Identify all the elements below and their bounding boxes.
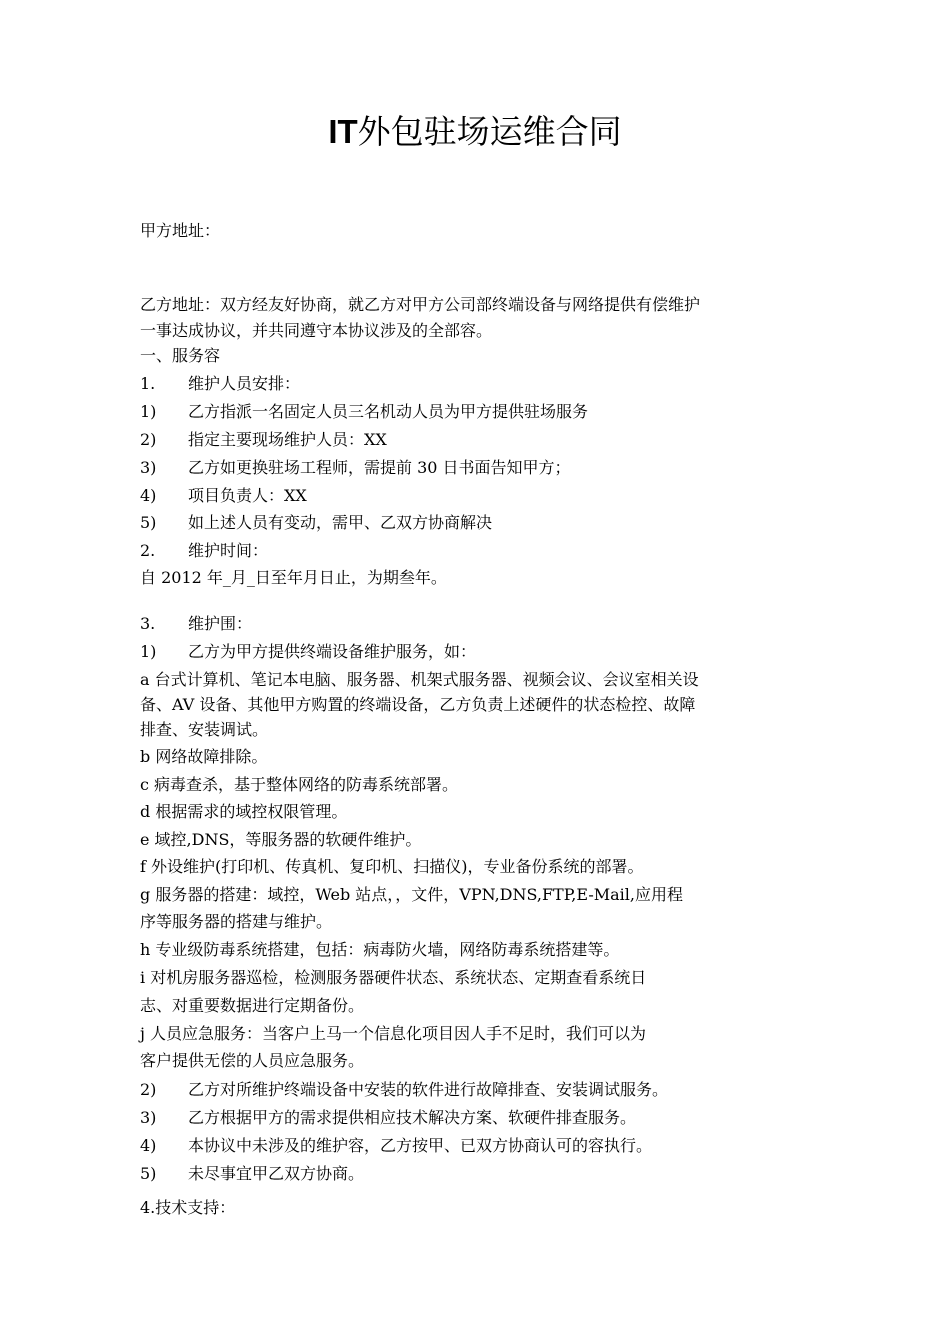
section-4-heading: 4.技术支持： (140, 1198, 236, 1217)
list-text: 未尽事宜甲乙双方协商。 (188, 1164, 365, 1183)
list-text: 维护围： (188, 614, 253, 633)
list-text: 指定主要现场维护人员：XX (188, 430, 387, 449)
scope-item-g-line-1: g 服务器的搭建：域控，Web 站点，，文件，VPN,DNS,FTP,E-Mail,应用程 (140, 885, 683, 904)
party-a-address: 甲方地址： (140, 221, 221, 240)
numbered-heading-1 (140, 373, 300, 395)
scope-item-b: b 网络故障排除。 (140, 747, 268, 766)
list-number: 3. (140, 614, 156, 633)
list-item (140, 512, 492, 534)
list-item (140, 457, 571, 479)
list-text: 维护时间： (188, 541, 269, 560)
scope-item-g-line-2: 序等服务器的搭建与维护。 (140, 912, 333, 931)
list-number: 5) (140, 1164, 157, 1183)
list-item (140, 1079, 668, 1101)
scope-item-h: h 专业级防毒系统搭建，包括：病毒防火墙，网络防毒系统搭建等。 (140, 940, 620, 959)
scope-item-a-line-3: 排查、安装调试。 (140, 720, 269, 739)
scope-item-j-line-1: j 人员应急服务：当客户上马一个信息化项目因人手不足时，我们可以为 (140, 1024, 647, 1043)
scope-item-d: d 根据需求的域控权限管理。 (140, 802, 348, 821)
list-text: 项目负责人：XX (188, 486, 307, 505)
list-item (140, 1135, 652, 1157)
scope-item-j-line-2: 客户提供无偿的人员应急服务。 (140, 1051, 365, 1070)
list-number: 4) (140, 1136, 157, 1155)
list-item (140, 401, 588, 423)
list-text: 乙方如更换驻场工程师，需提前 30 日书面告知甲方； (188, 458, 571, 477)
list-number: 1. (140, 374, 156, 393)
numbered-heading-2 (140, 540, 268, 562)
scope-item-i-line-2: 志、对重要数据进行定期备份。 (140, 996, 365, 1015)
scope-item-a-line-1: a 台式计算机、笔记本电脑、服务器、机架式服务器、视频会议、会议室相关设 (140, 670, 699, 689)
list-item (140, 641, 476, 663)
list-text: 本协议中未涉及的维护容，乙方按甲、已双方协商认可的容执行。 (188, 1136, 653, 1155)
list-text: 维护人员安排： (188, 374, 301, 393)
list-item (140, 1163, 364, 1185)
list-item (140, 485, 307, 507)
list-item (140, 1107, 636, 1129)
section-1-heading: 一、服务容 (140, 346, 221, 365)
list-number: 2) (140, 430, 157, 449)
scope-item-f: f 外设维护(打印机、传真机、复印机、扫描仪)，专业备份系统的部署。 (140, 857, 644, 876)
list-number: 5) (140, 513, 157, 532)
list-text: 乙方对所维护终端设备中安装的软件进行故障排查、安装调试服务。 (188, 1080, 669, 1099)
list-number: 2. (140, 541, 156, 560)
title-latin: IT (328, 113, 358, 150)
scope-item-a-line-2: 备、AV 设备、其他甲方购置的终端设备，乙方负责上述硬件的状态检控、故障 (140, 695, 696, 714)
list-number: 1) (140, 402, 157, 421)
scope-item-c: c 病毒查杀，基于整体网络的防毒系统部署。 (140, 775, 459, 794)
list-number: 3) (140, 1108, 157, 1127)
document-title (0, 112, 950, 152)
list-text: 乙方根据甲方的需求提供相应技术解决方案、软硬件排查服务。 (188, 1108, 637, 1127)
scope-item-e: e 域控,DNS，等服务器的软硬件维护。 (140, 830, 422, 849)
numbered-heading-3 (140, 613, 252, 635)
list-number: 3) (140, 458, 157, 477)
list-number: 4) (140, 486, 157, 505)
list-text: 乙方为甲方提供终端设备维护服务，如： (188, 642, 477, 661)
scope-item-i-line-1: i 对机房服务器巡检，检测服务器硬件状态、系统状态、定期查看系统日 (140, 968, 647, 987)
list-text: 乙方指派一名固定人员三名机动人员为甲方提供驻场服务 (188, 402, 589, 421)
list-item (140, 429, 387, 451)
party-b-line-2: 一事达成协议，并共同遵守本协议涉及的全部容。 (140, 321, 493, 340)
title-cjk: 外包驻场运维合同 (357, 112, 622, 151)
maintenance-period: 自 2012 年_月_日至年月日止，为期叁年。 (140, 568, 447, 587)
list-number: 1) (140, 642, 157, 661)
list-text: 如上述人员有变动，需甲、乙双方协商解决 (188, 513, 493, 532)
list-number: 2) (140, 1080, 157, 1099)
party-b-line-1: 乙方地址：双方经友好协商，就乙方对甲方公司部终端设备与网络提供有偿维护 (140, 295, 701, 314)
